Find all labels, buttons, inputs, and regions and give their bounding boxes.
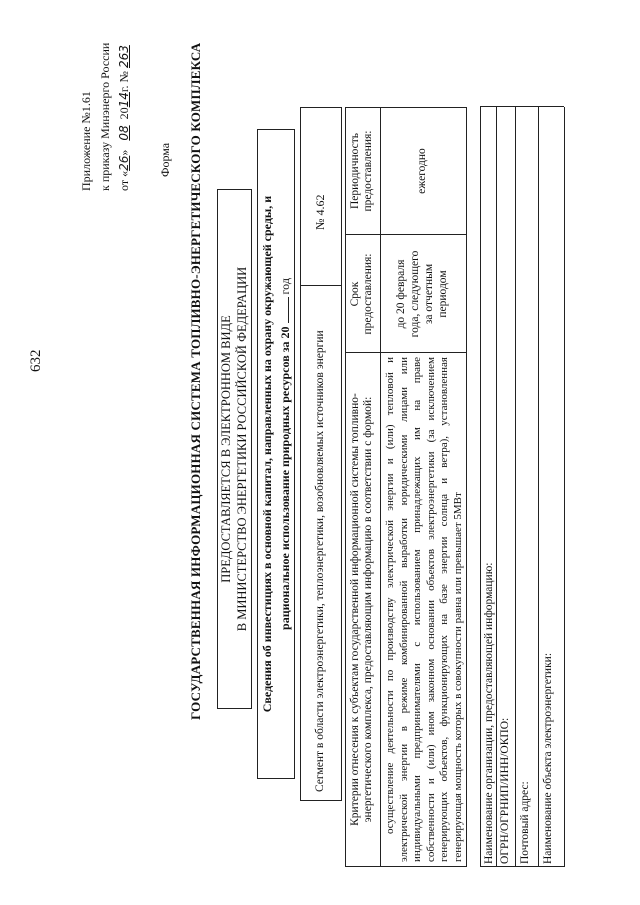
appendix-day: 26 bbox=[117, 155, 131, 171]
report-title-year-suffix: год bbox=[278, 278, 292, 295]
criteria-line: генерирующих объектов, функционирующих на базе энергии солнца и ветра), установленная bbox=[438, 357, 451, 862]
criteria-text bbox=[384, 357, 466, 862]
criteria-line: индивидуальными предпринимателями с использованием принадлежащих им на праве bbox=[411, 357, 424, 862]
deadline-line-3: за отчетным bbox=[423, 263, 435, 325]
submitted-box bbox=[217, 189, 252, 709]
deadline-line-4: периодом bbox=[437, 270, 449, 318]
period-header-line-2: предоставления: bbox=[362, 130, 375, 212]
org-row-ids[interactable]: ОГРН/ОГРНИП/ИНН/ОКПО: bbox=[499, 717, 511, 864]
appendix-line-3 bbox=[118, 45, 132, 191]
report-title-line-1: Сведения об инвестициях в основной капитал, направленных на охрану окружающей среды, и bbox=[260, 195, 274, 713]
criteria-line: осуществление деятельности по производству электрической энергии и (или) тепловой и bbox=[384, 357, 396, 834]
org-table bbox=[480, 107, 564, 867]
period-header bbox=[349, 107, 375, 235]
report-title-period: рациональное использование природных ресурсов за 20 bbox=[278, 326, 292, 630]
report-title-box bbox=[257, 129, 295, 779]
submitted-line-2: В МИНИСТЕРСТВО ЭНЕРГЕТИКИ РОССИЙСКОЙ ФЕДЕРАЦИИ bbox=[235, 266, 249, 632]
criteria-header-line-2: энергетического комплекса, предоставляющим информацию в соответствии с формой: bbox=[362, 396, 375, 823]
appendix-line-1: Приложение №1.61 bbox=[79, 91, 93, 191]
period-value: ежегодно bbox=[416, 148, 428, 194]
deadline-header-line-1: Срок bbox=[349, 281, 361, 307]
form-label: Форма bbox=[158, 142, 172, 177]
org-row-facility[interactable]: Наименование объекта электроэнергетики: bbox=[542, 652, 554, 864]
criteria-line-last: генерирующая мощность которых в совокупности равна или превышает 5МВт bbox=[451, 492, 464, 862]
appendix-date-close: » bbox=[117, 149, 131, 156]
report-title-line-2 bbox=[277, 130, 293, 778]
deadline-line-1: до 20 февраля bbox=[395, 259, 407, 329]
appendix-number: 263 bbox=[117, 45, 131, 69]
criteria-header-line-1: Критерии отнесения к субъектам государственной информационной системы топливно- bbox=[349, 393, 361, 826]
org-row-name[interactable]: Наименование организации, предоставляющей информацию: bbox=[483, 562, 495, 864]
segment-number: № 4.62 bbox=[313, 194, 327, 230]
appendix-number-prefix: г. № bbox=[117, 71, 131, 93]
criteria-header bbox=[349, 353, 375, 866]
appendix-date-open: от « bbox=[117, 170, 131, 191]
segment-label: Сегмент в области электроэнергетики, теплоэнергетики, возобновляемых источников энергии bbox=[314, 330, 326, 792]
period-header-line-1: Периодичность bbox=[349, 132, 361, 210]
appendix-year-prefix: 20 bbox=[117, 107, 131, 120]
main-title: ГОСУДАРСТВЕННАЯ ИНФОРМАЦИОННАЯ СИСТЕМА ТОПЛИВНО-ЭНЕРГЕТИЧЕСКОГО КОМПЛЕКСА bbox=[188, 42, 203, 720]
appendix-year: 14 bbox=[117, 92, 131, 108]
deadline-value bbox=[394, 235, 450, 353]
appendix-line-2: к приказу Минэнерго России bbox=[98, 42, 112, 191]
appendix-month: 08 bbox=[117, 125, 131, 141]
submitted-line-1: ПРЕДОСТАВЛЯЕТСЯ В ЭЛЕКТРОННОМ ВИДЕ bbox=[219, 315, 233, 583]
org-row-address[interactable]: Почтовый адрес: bbox=[519, 781, 531, 864]
report-year-blank[interactable] bbox=[277, 297, 289, 323]
deadline-line-2: года, следующего bbox=[409, 250, 421, 338]
criteria-line: собственности и (или) ином законном основании объектов электроэнергетики (за исключением bbox=[424, 357, 437, 862]
segment-box bbox=[300, 107, 342, 801]
page-number: 632 bbox=[28, 349, 44, 372]
criteria-line: электрической энергии в режиме комбинированной выработки юридическими лицами или bbox=[397, 357, 410, 862]
deadline-header-line-2: предоставления: bbox=[362, 253, 375, 335]
deadline-header bbox=[349, 235, 375, 353]
criteria-table bbox=[345, 107, 467, 867]
